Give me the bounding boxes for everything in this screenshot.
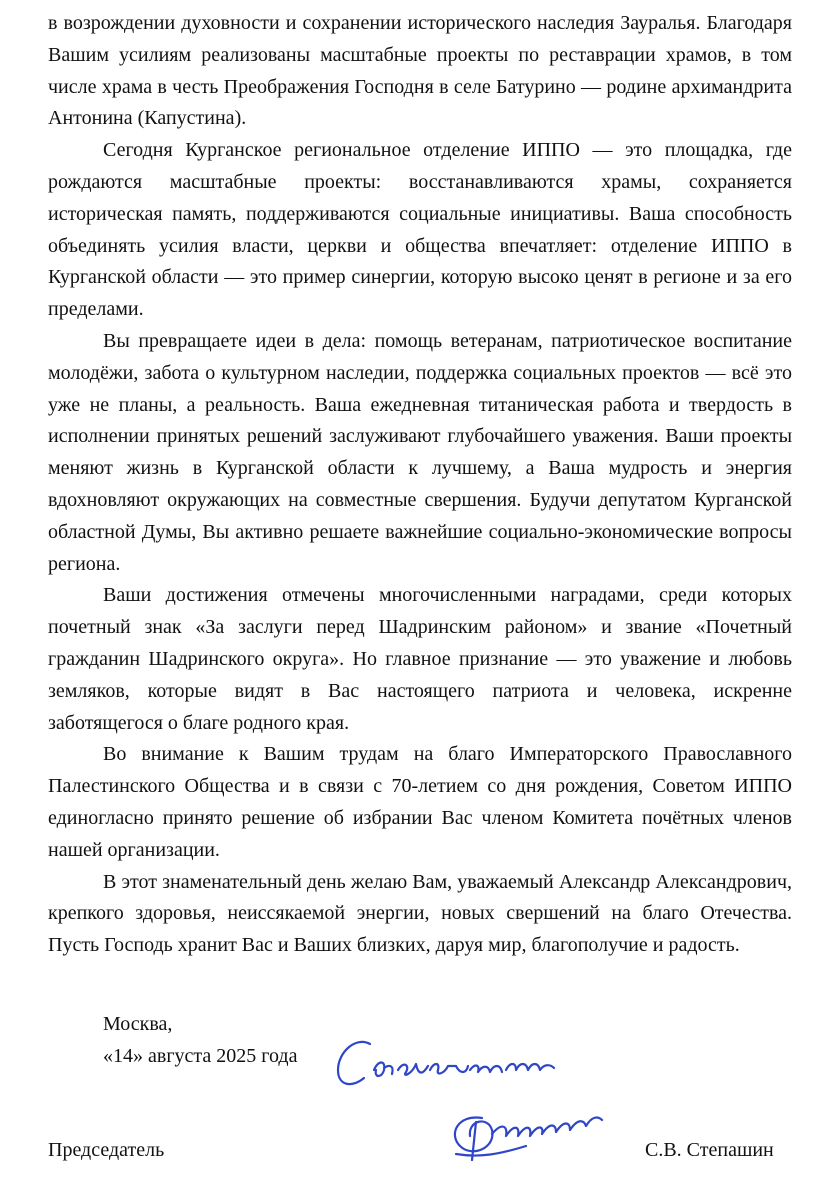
paragraph-deeds: Вы превращаете идеи в дела: помощь ветеранам, патриотическое воспитание молодёжи, забота о культурном наследии, поддержка социальных проектов — всё это уже не планы, а реальность. Ваша ежедневная титаническая работа и твердость в исполнении принятых решений заслуживают глубочайшего уважения. Ваши проекты меняют жизнь в Курганской области к лучшему, а Ваша мудрость и энергия вдохновляют окружающих на совместные свершения. Будучи депутатом Курганской областной Думы, Вы активно решаете важнейшие социально-экономические вопросы региона. bbox=[48, 329, 792, 575]
closing-date: «14» августа 2025 года bbox=[103, 1045, 298, 1067]
paragraph-heritage: в возрождении духовности и сохранении исторического наследия Зауралья. Благодаря Вашим усилиям реализованы масштабные проекты по реставрации храмов, в том числе храма в честь Преображения Господня в селе Батурино — родине архимандрита Антонина (Капустина). bbox=[48, 12, 792, 130]
handwritten-greeting-scribble bbox=[338, 1042, 554, 1084]
closing-block bbox=[103, 1008, 297, 1072]
letter-body bbox=[48, 8, 792, 962]
closing-city: Москва, bbox=[103, 1013, 173, 1035]
handwritten-signature bbox=[330, 1030, 620, 1180]
paragraph-wishes: В этот знаменательный день желаю Вам, уважаемый Александр Александрович, крепкого здоровья, неиссякаемой энергии, новых свершений на благо Отечества. Пусть Господь хранит Вас и Ваших близких, даруя мир, благополучие и радость. bbox=[48, 870, 792, 957]
paragraph-honorary-membership: Во внимание к Вашим трудам на благо Императорского Православного Палестинского Общества и в связи с 70-летием со дня рождения, Советом ИППО единогласно принято решение об избрании Вас членом Комитета почётных членов нашей организации. bbox=[48, 743, 792, 861]
signatory-name: С.В. Степашин bbox=[645, 1139, 774, 1161]
paragraph-awards: Ваши достижения отмечены многочисленными наградами, среди которых почетный знак «За заслуги перед Шадринским районом» и звание «Почетный гражданин Шадринского округа». Но главное признание — это уважение и любовь земляков, которые видят в Вас настоящего патриота и человека, искренне заботящегося о благе родного края. bbox=[48, 584, 792, 734]
signature-scribble bbox=[455, 1117, 602, 1160]
paragraph-kurgan-branch: Сегодня Курганское региональное отделение ИППО — это площадка, где рождаются масштабные проекты: восстанавливаются храмы, сохраняется историческая память, поддерживаются социальные инициативы. Ваша способность объединять усилия власти, церкви и общества впечатляет: отделение ИППО в Курганской области — это пример синергии, которую высоко ценят в регионе и за его пределами. bbox=[48, 139, 792, 321]
signatory-role: Председатель bbox=[48, 1139, 165, 1161]
